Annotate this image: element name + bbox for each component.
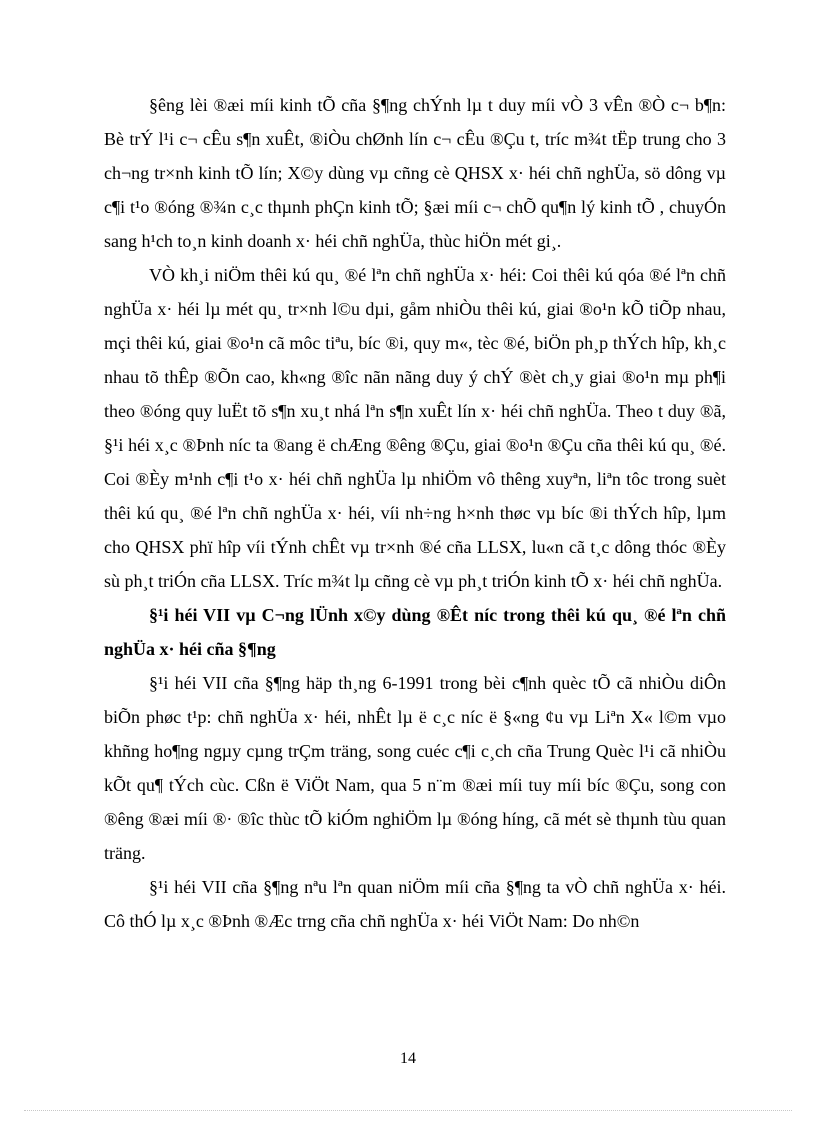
paragraph-4: §¹i héi VII cña §¶ng nªu lªn quan niÖm míi cña §¶ng ta vÒ chñ nghÜa x· héi. Cô thÓ lµ x¸c ®Þnh ®Æc trng cña chñ nghÜa x· héi ViÖt Nam: Do nh©n <box>104 877 726 931</box>
paragraph-1: §êng lèi ®æi míi kinh tÕ cña §¶ng chÝnh lµ t duy míi vÒ 3 vÊn ®Ò c¬ b¶n: Bè trÝ l¹i c¬ cÊu s¶n xuÊt, ®iÒu chØnh lín c¬ cÊu ®Çu t, tríc m¾t tËp trung cho 3 ch¬ng tr×nh kinh tÕ lín; X©y dùng vµ cñng cè QHSX x· héi chñ nghÜa, sö dông vµ c¶i t¹o ®óng ®¾n c¸c thµnh phÇn kinh tÕ; §æi míi c¬ chÕ qu¶n lý kinh tÕ , chuyÓn sang h¹ch to¸n kinh doanh x· héi chñ nghÜa, thùc hiÖn mét gi¸. <box>104 95 726 251</box>
page-number: 14 <box>400 1050 416 1067</box>
paragraph-2: VÒ kh¸i niÖm thêi kú qu¸ ®é lªn chñ nghÜa x· héi: Coi thêi kú qóa ®é lªn chñ nghÜa x· héi lµ mét qu¸ tr×nh l©u dµi, gåm nhiÒu thêi kú, giai ®o¹n kÕ tiÕp nhau, mçi thêi kú, giai ®o¹n cã môc tiªu, bíc ®i, quy m«, tèc ®é, biÖn ph¸p thÝch hîp, kh¸c nhau tõ thÊp ®Õn cao, kh«ng ®îc nãn nãng duy ý chÝ ®èt ch¸y giai ®o¹n mµ ph¶i theo ®óng quy luËt tõ s¶n xu¸t nhá lªn s¶n xuÊt lín x· héi chñ nghÜa. Theo t duy ®ã, §¹i héi x¸c ®Þnh níc ta ®ang ë chÆng ®êng ®Çu, giai ®o¹n ®Çu cña thêi kú qu¸ ®é. Coi ®Èy m¹nh c¶i t¹o x· héi chñ nghÜa lµ nhiÖm vô thêng xuyªn, liªn tôc trong suèt thêi kú qu¸ ®é lªn chñ nghÜa x· héi, víi nh÷ng h×nh thøc vµ bíc ®i thÝch hîp, lµm cho QHSX phï hîp víi tÝnh chÊt vµ tr×nh ®é cña LLSX, lu«n cã t¸c dông thóc ®Èy sù ph¸t triÓn cña LLSX. Tríc m¾t lµ cñng cè vµ ph¸t triÓn kinh tÕ x· héi chñ nghÜa. <box>104 265 726 591</box>
section-heading: §¹i héi VII vµ C¬ng lÜnh x©y dùng ®Êt níc trong thêi kú qu¸ ®é lªn chñ nghÜa x· héi cña §¶ng <box>104 605 726 659</box>
paragraph-3: §¹i héi VII cña §¶ng häp th¸ng 6-1991 trong bèi c¶nh quèc tÕ cã nhiÒu diÔn biÕn phøc t¹p: chñ nghÜa x· héi, nhÊt lµ ë c¸c níc ë §«ng ¢u vµ Liªn X« l©m vµo khñng ho¶ng ngµy cµng trÇm träng, song cuéc c¶i c¸ch cña Trung Quèc l¹i cã nhiÒu kÕt qu¶ tÝch cùc. Cßn ë ViÖt Nam, qua 5 n¨m ®æi míi tuy míi bíc ®Çu, song con ®êng ®æi míi ®· ®îc thùc tÕ kiÓm nghiÖm lµ ®óng híng, cã mét sè thµnh tùu quan träng. <box>104 673 726 863</box>
document-body <box>104 88 726 938</box>
footer-divider <box>24 1110 792 1111</box>
